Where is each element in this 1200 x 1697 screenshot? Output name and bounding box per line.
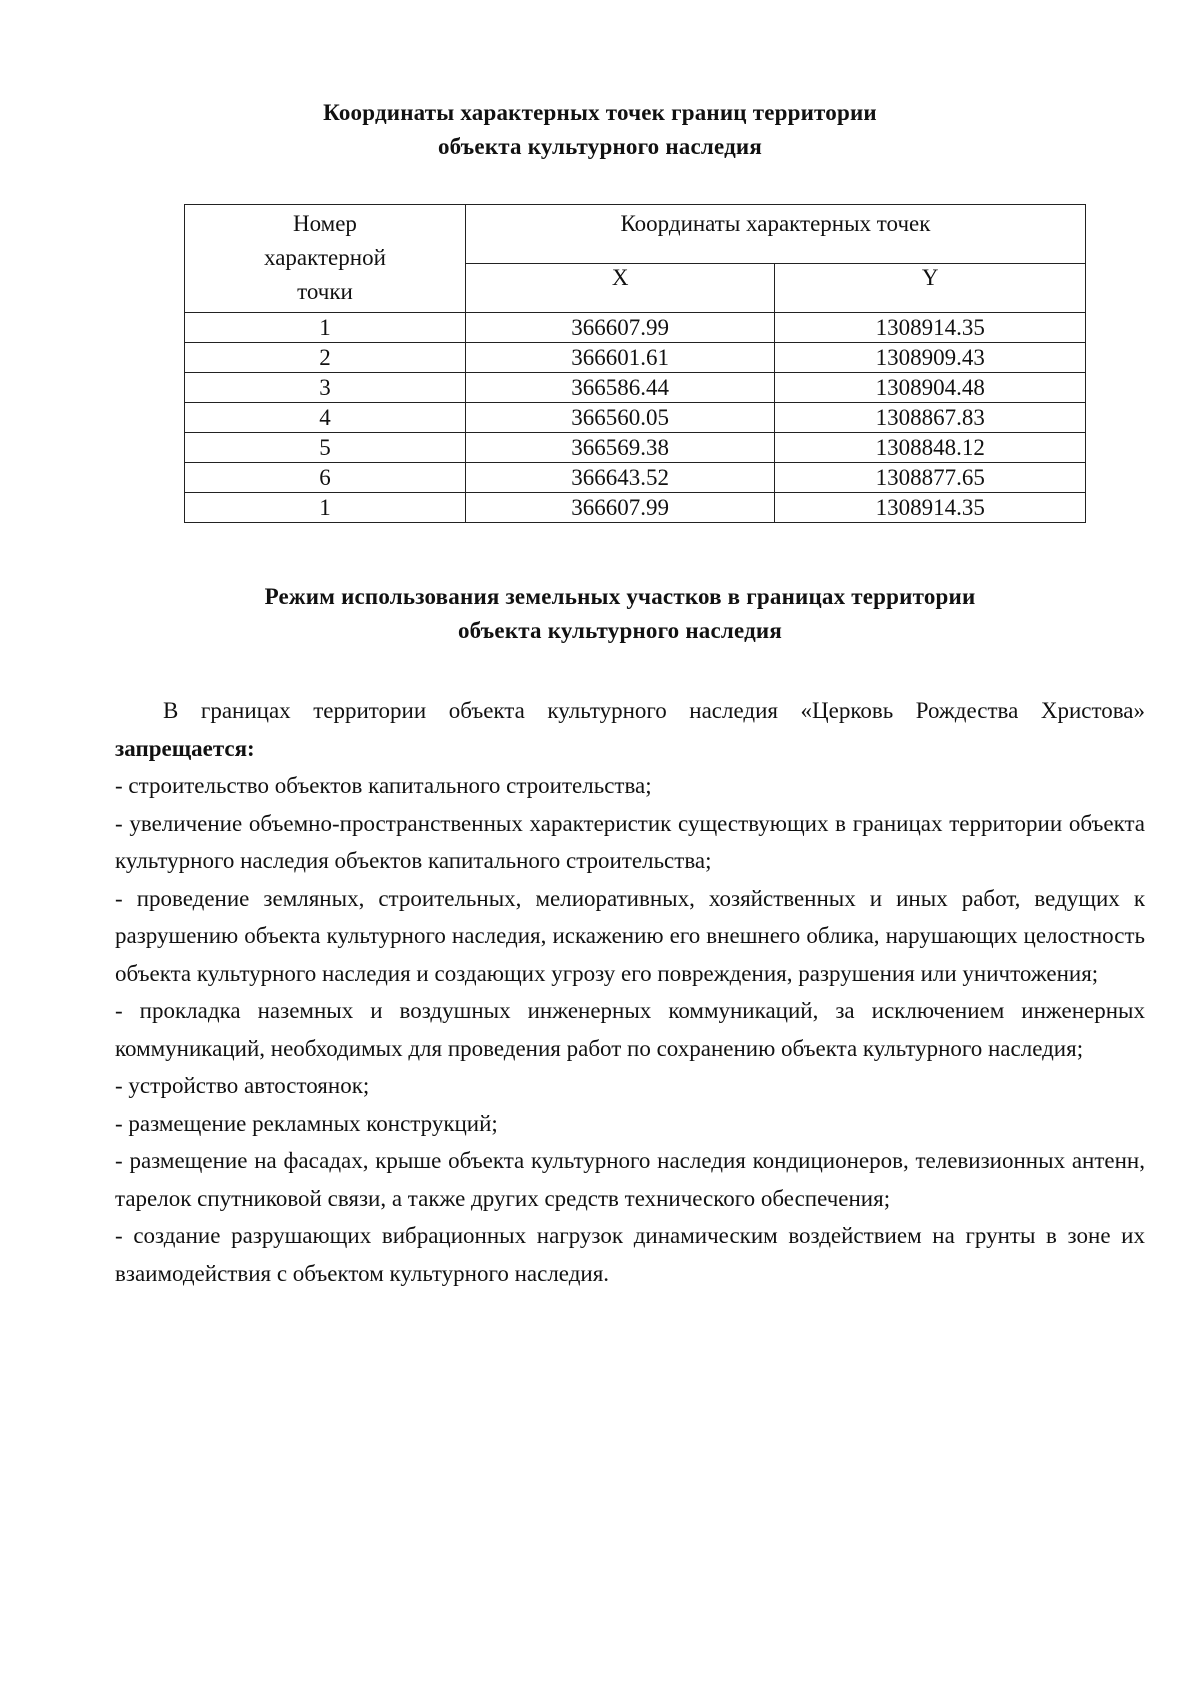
list-item: - размещение на фасадах, крыше объекта культурного наследия кондиционеров, телевизионных антенн, тарелок спутниковой связи, а также других средств технического обеспечения;	[115, 1148, 1145, 1211]
regime-body	[115, 692, 1145, 1292]
table-row	[185, 433, 1086, 463]
x-cell: 366643.52	[465, 463, 775, 493]
regime-heading-line2: объекта культурного наследия	[457, 618, 783, 643]
table-row	[185, 493, 1086, 523]
x-cell: 366569.38	[465, 433, 775, 463]
coordinates-heading-line2: объекта культурного наследия	[437, 134, 763, 159]
x-cell: 366607.99	[465, 493, 775, 523]
y-cell: 1308904.48	[775, 373, 1086, 403]
y-cell: 1308877.65	[775, 463, 1086, 493]
y-cell: 1308909.43	[775, 343, 1086, 373]
point-number-cell: 6	[185, 463, 466, 493]
coordinates-heading-line1: Координаты характерных точек границ территории	[323, 100, 877, 125]
x-cell: 366560.05	[465, 403, 775, 433]
point-number-cell: 2	[185, 343, 466, 373]
list-item: - прокладка наземных и воздушных инженерных коммуникаций, за исключением инженерных коммуникаций, необходимых для проведения работ по сохранению объекта культурного наследия;	[115, 998, 1145, 1061]
list-item: - устройство автостоянок;	[115, 1073, 370, 1098]
table-row	[185, 373, 1086, 403]
coordinates-table	[184, 204, 1086, 523]
y-cell: 1308867.83	[775, 403, 1086, 433]
regime-heading-line1: Режим использования земельных участков в границах территории	[264, 584, 976, 609]
coordinates-header: Координаты характерных точек	[465, 205, 1085, 264]
table-row	[185, 343, 1086, 373]
y-header: Y	[775, 264, 1086, 313]
x-cell: 366586.44	[465, 373, 775, 403]
x-cell: 366601.61	[465, 343, 775, 373]
point-number-cell: 5	[185, 433, 466, 463]
point-number-cell: 4	[185, 403, 466, 433]
table-row	[185, 313, 1086, 343]
list-item: - создание разрушающих вибрационных нагрузок динамическим воздействием на грунты в зоне их взаимодействия с объектом культурного наследия.	[115, 1223, 1145, 1286]
y-cell: 1308914.35	[775, 493, 1086, 523]
intro-text: В границах территории объекта культурного наследия «Церковь Рождества Христова»	[163, 698, 1145, 723]
point-number-header: Номер характерной точки	[185, 205, 466, 313]
y-cell: 1308914.35	[775, 313, 1086, 343]
point-number-cell: 3	[185, 373, 466, 403]
intro-paragraph	[115, 692, 1145, 767]
x-cell: 366607.99	[465, 313, 775, 343]
table-row	[185, 463, 1086, 493]
coordinates-heading	[100, 96, 1100, 164]
intro-emphasis: запрещается:	[115, 735, 255, 761]
list-item: - проведение земляных, строительных, мелиоративных, хозяйственных и иных работ, ведущих к разрушению объекта культурного наследия, искажению его внешнего облика, нарушающих целостность объекта культурного наследия и создающих угрозу его повреждения, разрушения или уничтожения;	[115, 885, 1145, 986]
y-cell: 1308848.12	[775, 433, 1086, 463]
point-number-cell: 1	[185, 313, 466, 343]
coordinates-table-body	[185, 313, 1086, 523]
point-number-cell: 1	[185, 493, 466, 523]
list-item: - размещение рекламных конструкций;	[115, 1110, 498, 1136]
regime-heading	[120, 580, 1120, 648]
list-item: - увеличение объемно-пространственных характеристик существующих в границах территории объекта культурного наследия объектов капитального строительства;	[115, 810, 1145, 873]
x-header: X	[465, 264, 775, 313]
list-item: - строительство объектов капитального строительства;	[115, 773, 652, 798]
table-row	[185, 403, 1086, 433]
